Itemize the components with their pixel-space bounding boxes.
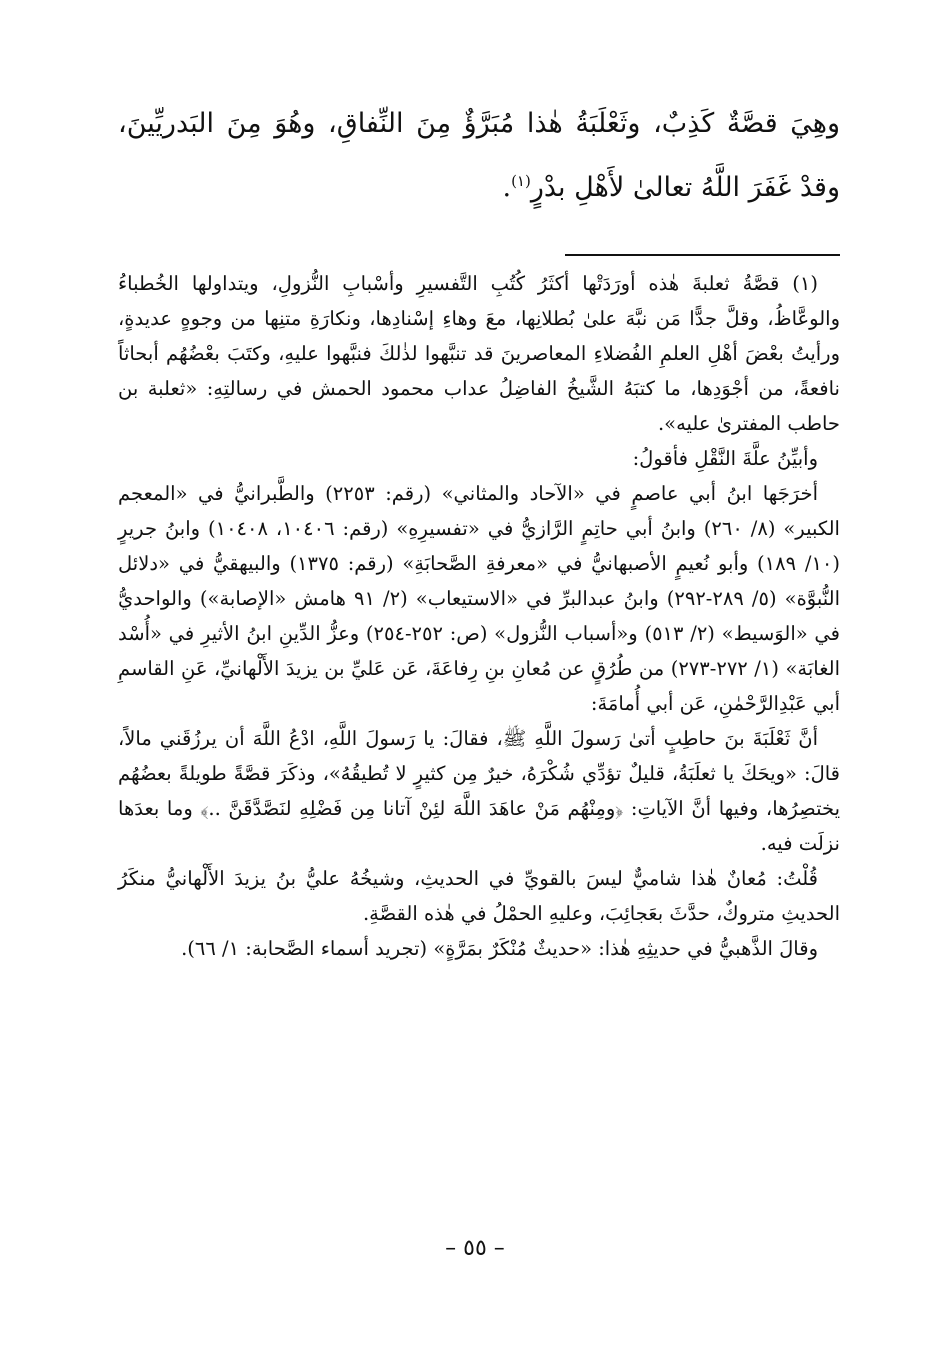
footnote-sources: أخرَجَها ابنُ أبي عاصمٍ في «الآحاد والمثاني» (رقم: ٢٢٥٣) والطَّبرانيُّ في «المعجم الكبير» (٨/ ٢٦٠) وابنُ أبي حاتِمٍ الرَّازيُّ في «تفسيرِهِ» (رقم: ١٠٤٠٦، ١٠٤٠٨) وابنُ جريرٍ (١٠/ ١٨٩) وأبو نُعيمٍ الأصبهانيُّ في «معرفةِ الصَّحابَةِ» (رقم: ١٣٧٥) والبيهقيُّ في «دلائل النُّبوَّة» (٥/ ٢٨٩-٢٩٢) وابنُ عبدالبرِّ في «الاستيعاب» (٢/ ٩١ هامش «الإصابة») والواحديُّ في «الوَسيط» (٢/ ٥١٣) و«أسباب النُّزول» (ص: ٢٥٢-٢٥٤) وعزُّ الدِّينِ ابنُ الأثيرِ في «أُسْد الغابَة» (١/ ٢٧٢-٢٧٣) من طُرُقٍ عن مُعانِ بنِ رِفاعَةَ، عَن عَليِّ بن يزيدَ الأَلْهانيِّ، عَنِ القاسمِ أبي عَبْدِالرَّحْمٰنِ، عَن أبي أُمامَةَ: bbox=[118, 482, 840, 715]
main-text bbox=[118, 92, 840, 220]
main-paragraph-end: . bbox=[502, 172, 512, 203]
page-number: – ٥٥ – bbox=[445, 1236, 505, 1261]
footnote-reference[interactable]: (١) bbox=[511, 172, 531, 190]
footnote-comment: قُلْتُ: مُعانٌ هٰذا شاميٌّ ليسَ بالقويِّ في الحديثِ، وشيخُهُ عليُّ بنُ يزيدَ الأَلْهانيُّ منكَرُ الحديثِ متروكٌ، حدَّثَ بعَجائِبَ، وعليهِ الحمْلُ في هٰذه القصَّةِ. bbox=[118, 867, 840, 925]
footnote-dhahabi-quote: وقالَ الذَّهبيُّ في حديثِهِ هٰذا: «حديثٌ مُنْكَرٌ بمَرَّةٍ» (تجريد أسماء الصَّحابة: ١/ ٦٦). bbox=[181, 937, 818, 960]
footnote-separator bbox=[565, 254, 840, 256]
footnote-statement: وأبيِّنُ علَّةَ النَّقْلِ فأقولُ: bbox=[632, 447, 818, 470]
main-paragraph bbox=[118, 92, 840, 220]
main-paragraph-text: وهِيَ قصَّةٌ كَذِبٌ، وثَعْلَبَةُ هٰذا مُبَرَّؤٌ مِنَ النِّفاقِ، وهُوَ مِنَ البَدريِّينَ، وقدْ غَفَرَ اللَّهُ تعالىٰ لأَهْلِ بدْرٍ bbox=[118, 108, 840, 203]
footnotes bbox=[118, 266, 840, 966]
footnote-intro: (١) قصَّةُ ثعلبةَ هٰذه أورَدَتْها أكثَرُ كُتُبِ التَّفسيرِ وأسْبابِ النُّزولِ، ويتداولها الخُطباءُ والوعَّاظُ، وقلَّ جدًّا مَن نبَّهَ علىٰ بُطلانِها، معَ وهاءِ إسْنادِها، ونكارَةِ متنِها من وجوهٍ عديدةٍ، ورأيتُ بعْضَ أهْلِ العلمِ الفُضلاءِ المعاصرينَ قد تنبَّهوا لذٰلكَ فنبَّهوا عليهِ، وكتَبَ بعْضُهُم أبحاثاً نافعةً، من أجْوَدِها، ما كتبَهُ الشَّيخُ الفاضِلُ عداب محمود الحمش في رسالتِهِ: «ثعلبة بن حاطب المفترىٰ عليه». bbox=[118, 272, 840, 435]
page-body bbox=[118, 92, 840, 966]
footnote-hadith-text: أنَّ ثَعْلَبَةَ بنَ حاطِبٍ أتىٰ رَسولَ اللَّهِ ﷺ، فقالَ: يا رَسولَ اللَّهِ، ادْعُ اللَّهَ أن يرزُقَني مالاً، قالَ: «ويحَكَ يا ثعلَبَةُ، قليلٌ تؤدِّي شُكْرَهُ، خيرٌ مِن كثيرٍ لا تُطيقُهُ»، وذكَرَ قصَّةً طويلةً بعضُهُم يختصِرُها، وفيها أنَّ الآياتِ: ﴿ومِنْهُم مَنْ عاهَدَ اللَّهَ لئِنْ آتانا مِن فَضْلِهِ لنَصَّدَّقَنَّ ..﴾ وما بعدَها نزلَت فيه. bbox=[118, 727, 840, 855]
